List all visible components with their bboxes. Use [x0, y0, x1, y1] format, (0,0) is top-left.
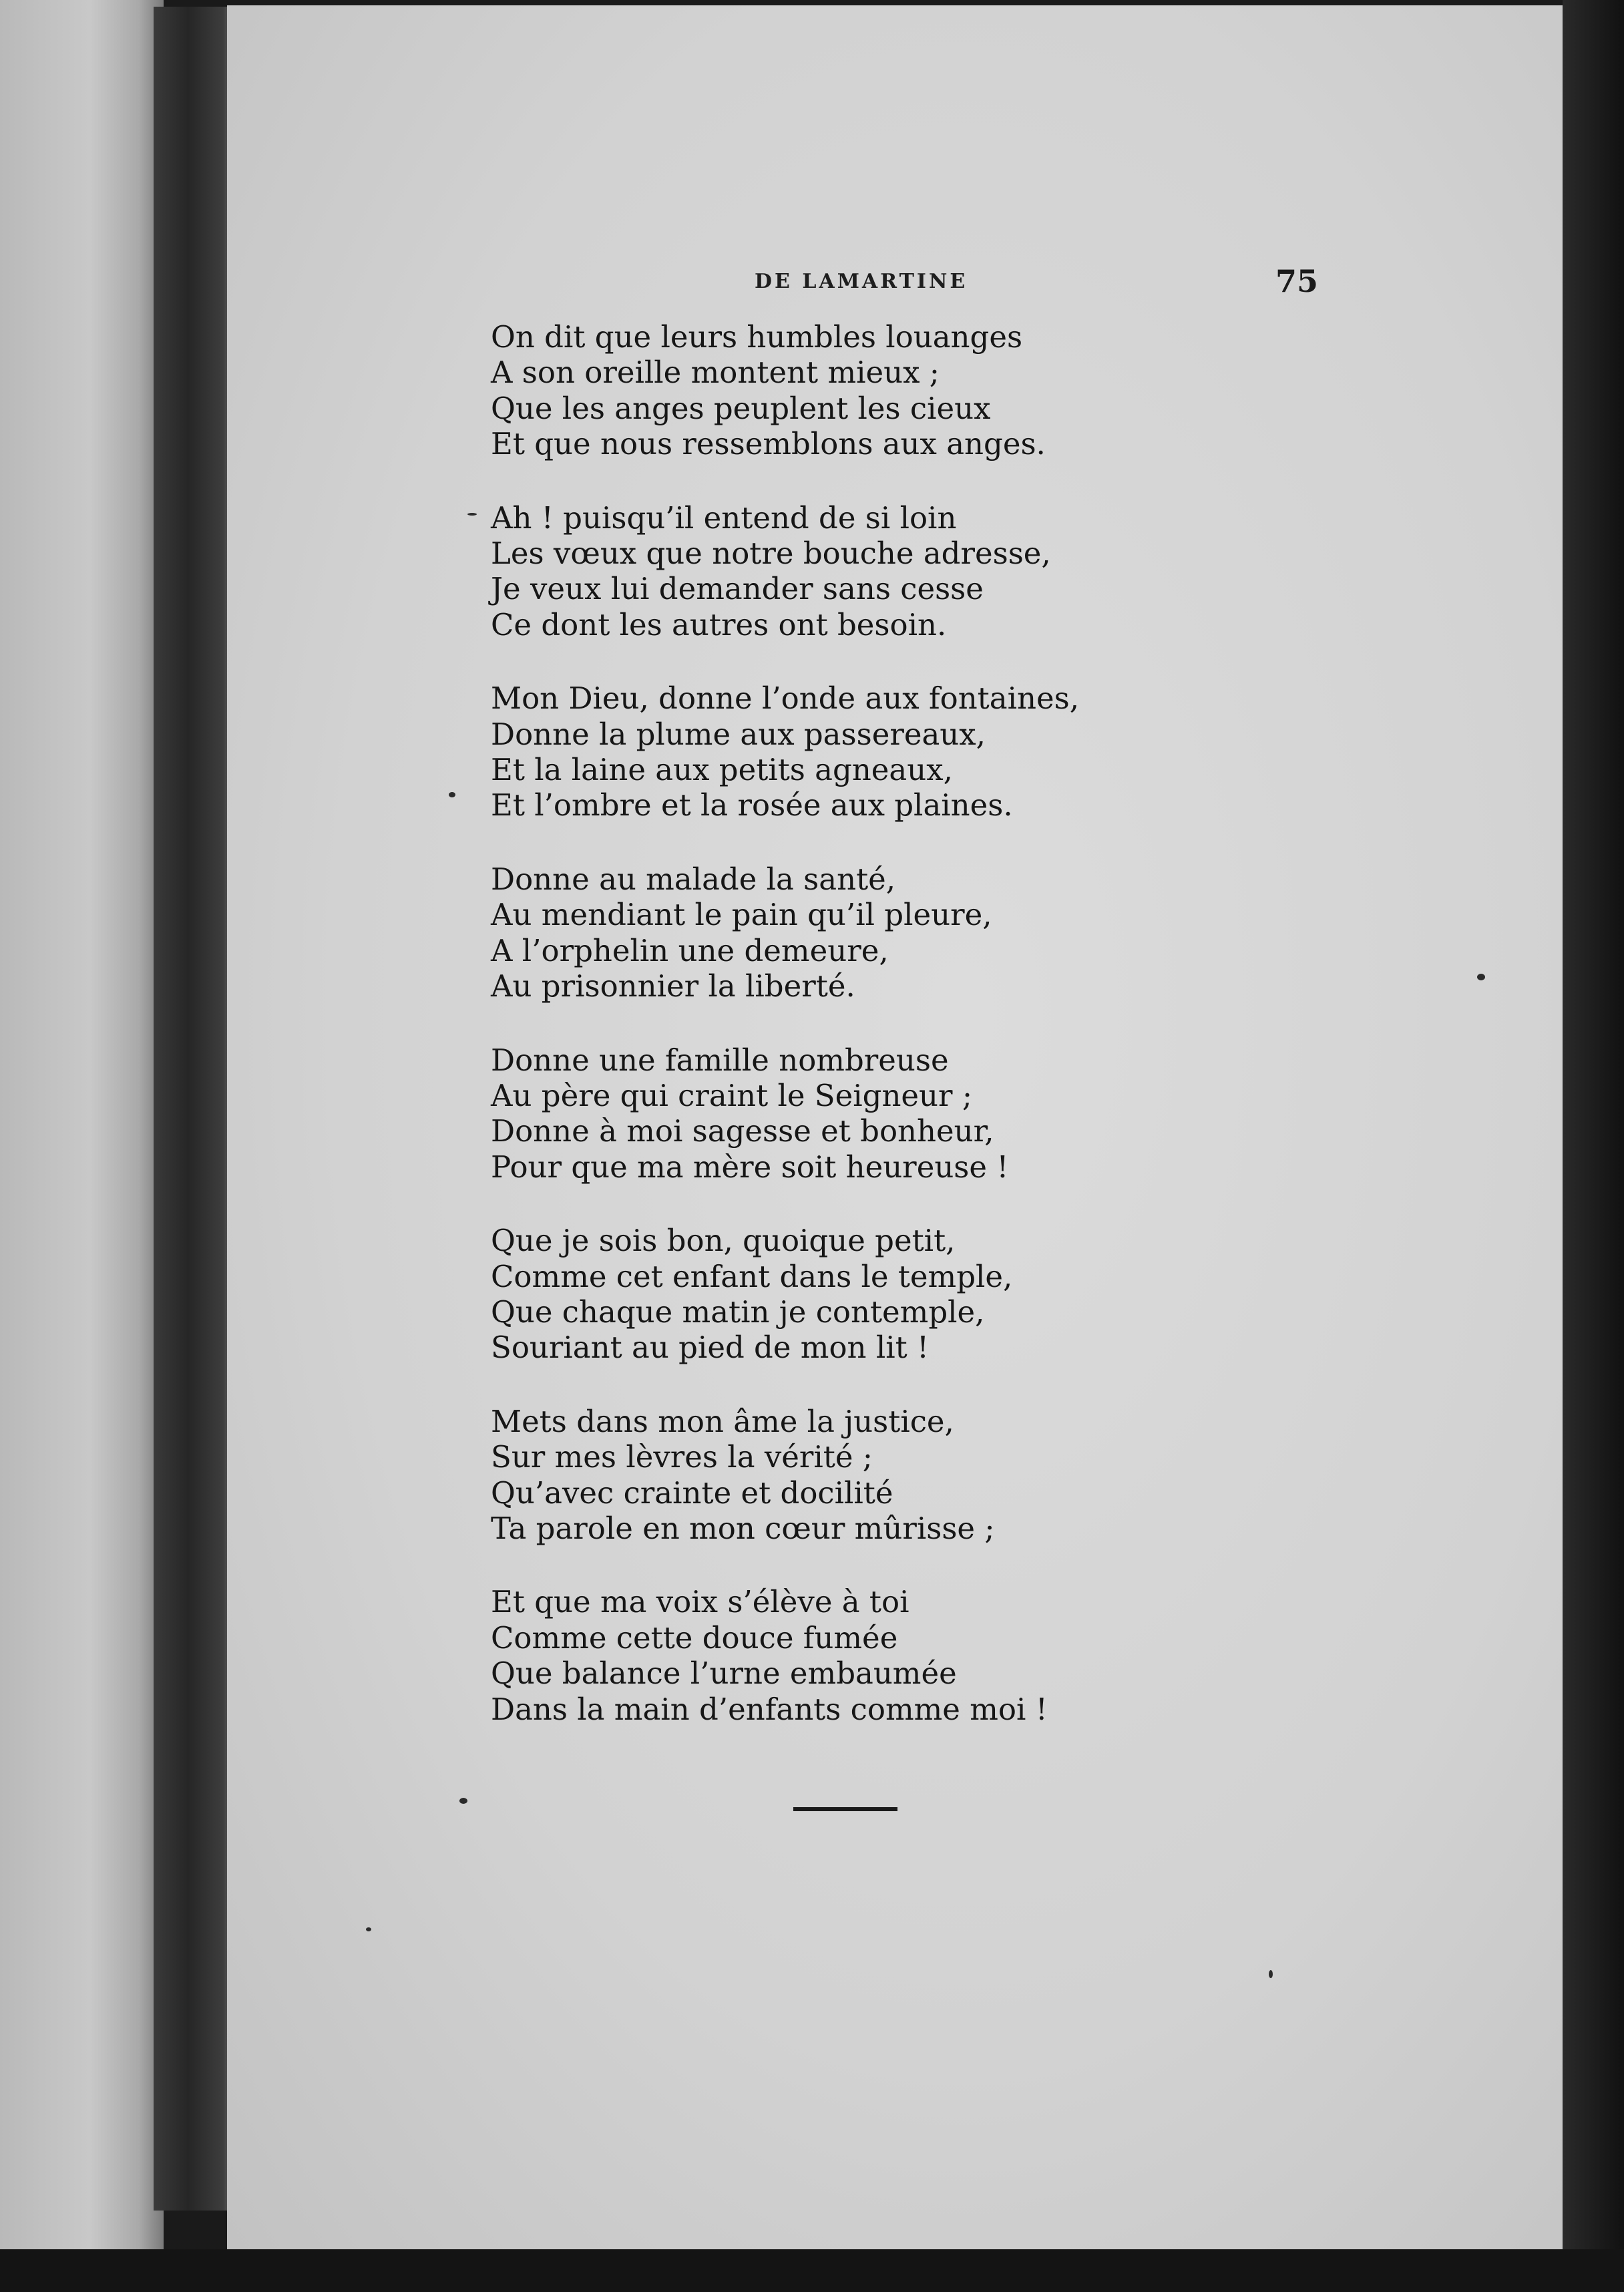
- poem-line: Donne au malade la santé,: [491, 861, 896, 897]
- previous-page-edge: [0, 0, 164, 2292]
- poem-line: Souriant au pied de mon lit !: [491, 1330, 930, 1366]
- stanza: [491, 681, 1492, 823]
- poem-line: Ah ! puisqu’il entend de si loin: [491, 500, 957, 536]
- poem-line: Et l’ombre et la rosée aux plaines.: [491, 787, 1013, 823]
- poem-line: On dit que leurs humbles louanges: [491, 319, 1023, 355]
- dust-speck: [459, 1798, 467, 1804]
- dust-speck: [1477, 974, 1485, 980]
- poem-line: Les vœux que notre bouche adresse,: [491, 536, 1051, 572]
- poem-line: Donne une famille nombreuse: [491, 1042, 949, 1078]
- poem-line: A son oreille montent mieux ;: [491, 355, 940, 391]
- dust-speck: [1269, 1970, 1273, 1978]
- running-head: DE LAMARTINE: [755, 270, 968, 293]
- poem-line: Sur mes lèvres la vérité ;: [491, 1439, 873, 1475]
- poem-line: Je veux lui demander sans cesse: [491, 571, 984, 607]
- bottom-page-edge: [0, 2249, 1624, 2292]
- poem-line: Pour que ma mère soit heureuse !: [491, 1149, 1009, 1185]
- dust-speck: [449, 792, 455, 797]
- poem-line: Au père qui craint le Seigneur ;: [491, 1077, 973, 1113]
- poem-line: A l’orphelin une demeure,: [491, 932, 889, 968]
- stanza: [491, 1042, 1492, 1185]
- poem-line: Dans la main d’enfants comme moi !: [491, 1691, 1048, 1727]
- poem-line: Mets dans mon âme la justice,: [491, 1403, 954, 1439]
- poem-line: Et la laine aux petits agneaux,: [491, 752, 953, 788]
- poem-line: Ce dont les autres ont besoin.: [491, 606, 947, 642]
- stanza: [491, 1584, 1492, 1727]
- poem-line: Mon Dieu, donne l’onde aux fontaines,: [491, 681, 1079, 717]
- poem-line: Et que ma voix s’élève à toi: [491, 1584, 909, 1620]
- end-rule: [793, 1807, 897, 1811]
- stanza: [491, 1223, 1492, 1366]
- right-page-edge: [1563, 0, 1624, 2292]
- stanza: [491, 319, 1492, 462]
- dust-speck: [467, 513, 477, 516]
- stanza: [491, 862, 1492, 1004]
- poem-line: Donne la plume aux passereaux,: [491, 716, 986, 752]
- poem-line: Comme cet enfant dans le temple,: [491, 1258, 1013, 1294]
- poem-line: Que je sois bon, quoique petit,: [491, 1223, 956, 1259]
- poem-line: Donne à moi sagesse et bonheur,: [491, 1113, 994, 1149]
- stanza: [491, 1404, 1492, 1547]
- poem-line: Et que nous ressemblons aux anges.: [491, 426, 1046, 462]
- poem-line: Qu’avec crainte et docilité: [491, 1475, 893, 1511]
- poem-line: Que chaque matin je contemple,: [491, 1294, 985, 1330]
- poem-line: Que balance l’urne embaumée: [491, 1656, 957, 1692]
- poem-line: Au mendiant le pain qu’il pleure,: [491, 897, 992, 933]
- page-number: 75: [1275, 263, 1319, 299]
- poem-line: Au prisonnier la liberté.: [491, 968, 855, 1004]
- poem: [491, 319, 1492, 1765]
- dust-speck: [366, 1927, 371, 1931]
- poem-line: Ta parole en mon cœur mûrisse ;: [491, 1510, 995, 1546]
- poem-line: Comme cette douce fumée: [491, 1619, 898, 1656]
- stanza: [491, 500, 1492, 643]
- poem-line: Que les anges peuplent les cieux: [491, 390, 991, 426]
